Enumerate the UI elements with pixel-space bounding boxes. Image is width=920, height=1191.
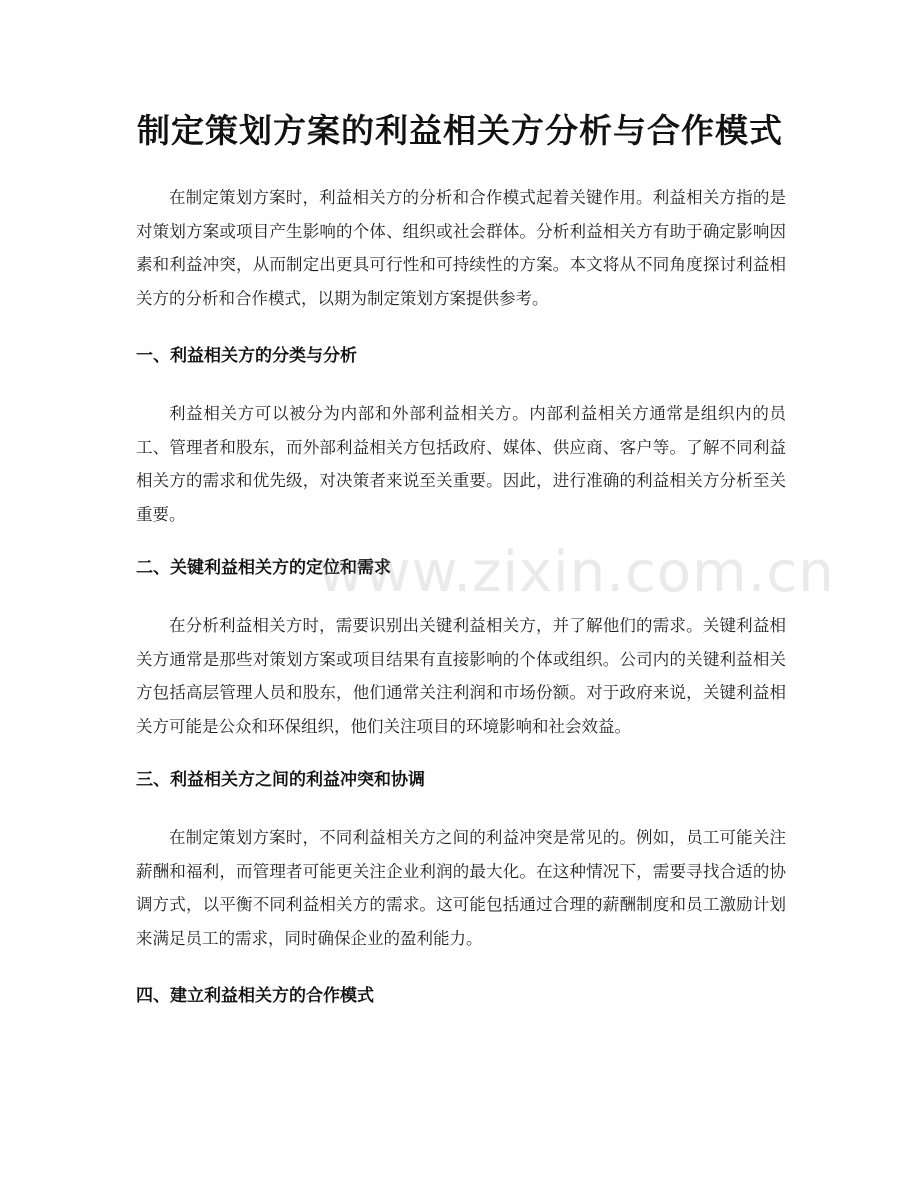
section-3-heading: 三、利益相关方之间的利益冲突和协调 [136,770,425,790]
document-body [136,181,786,1011]
section-3-paragraph: 在制定策划方案时，不同利益相关方之间的利益冲突是常见的。例如，员工可能关注薪酬和福利，而管理者可能更关注企业利润的最大化。在这种情况下，需要寻找合适的协调方式，以平衡不同利益相关方的需求。这可能包括通过合理的薪酬制度和员工激励计划来满足员工的需求，同时确保企业的盈利能力。 [136,828,786,948]
section-4-heading: 四、建立利益相关方的合作模式 [136,986,374,1006]
section-2-paragraph: 在分析利益相关方时，需要识别出关键利益相关方，并了解他们的需求。关键利益相关方通常是那些对策划方案或项目结果有直接影响的个体或组织。公司内的关键利益相关方包括高层管理人员和股东，他们通常关注利润和市场份额。对于政府来说，关键利益相关方可能是公众和环保组织，他们关注项目的环境影响和社会效益。 [136,616,786,736]
document-title: 制定策划方案的利益相关方分析与合作模式 [137,111,783,150]
section-1-paragraph: 利益相关方可以被分为内部和外部利益相关方。内部利益相关方通常是组织内的员工、管理者和股东，而外部利益相关方包括政府、媒体、供应商、客户等。了解不同利益相关方的需求和优先级，对决策者来说至关重要。因此，进行准确的利益相关方分析至关重要。 [136,404,786,524]
section-1-heading: 一、利益相关方的分类与分析 [136,346,357,366]
section-2-heading: 二、关键利益相关方的定位和需求 [136,558,391,578]
intro-paragraph: 在制定策划方案时，利益相关方的分析和合作模式起着关键作用。利益相关方指的是对策划方案或项目产生影响的个体、组织或社会群体。分析利益相关方有助于确定影响因素和利益冲突，从而制定出更具可行性和可持续性的方案。本文将从不同角度探讨利益相关方的分析和合作模式，以期为制定策划方案提供参考。 [136,188,786,308]
watermark-text: www.zixin.com.cn [318,540,835,605]
